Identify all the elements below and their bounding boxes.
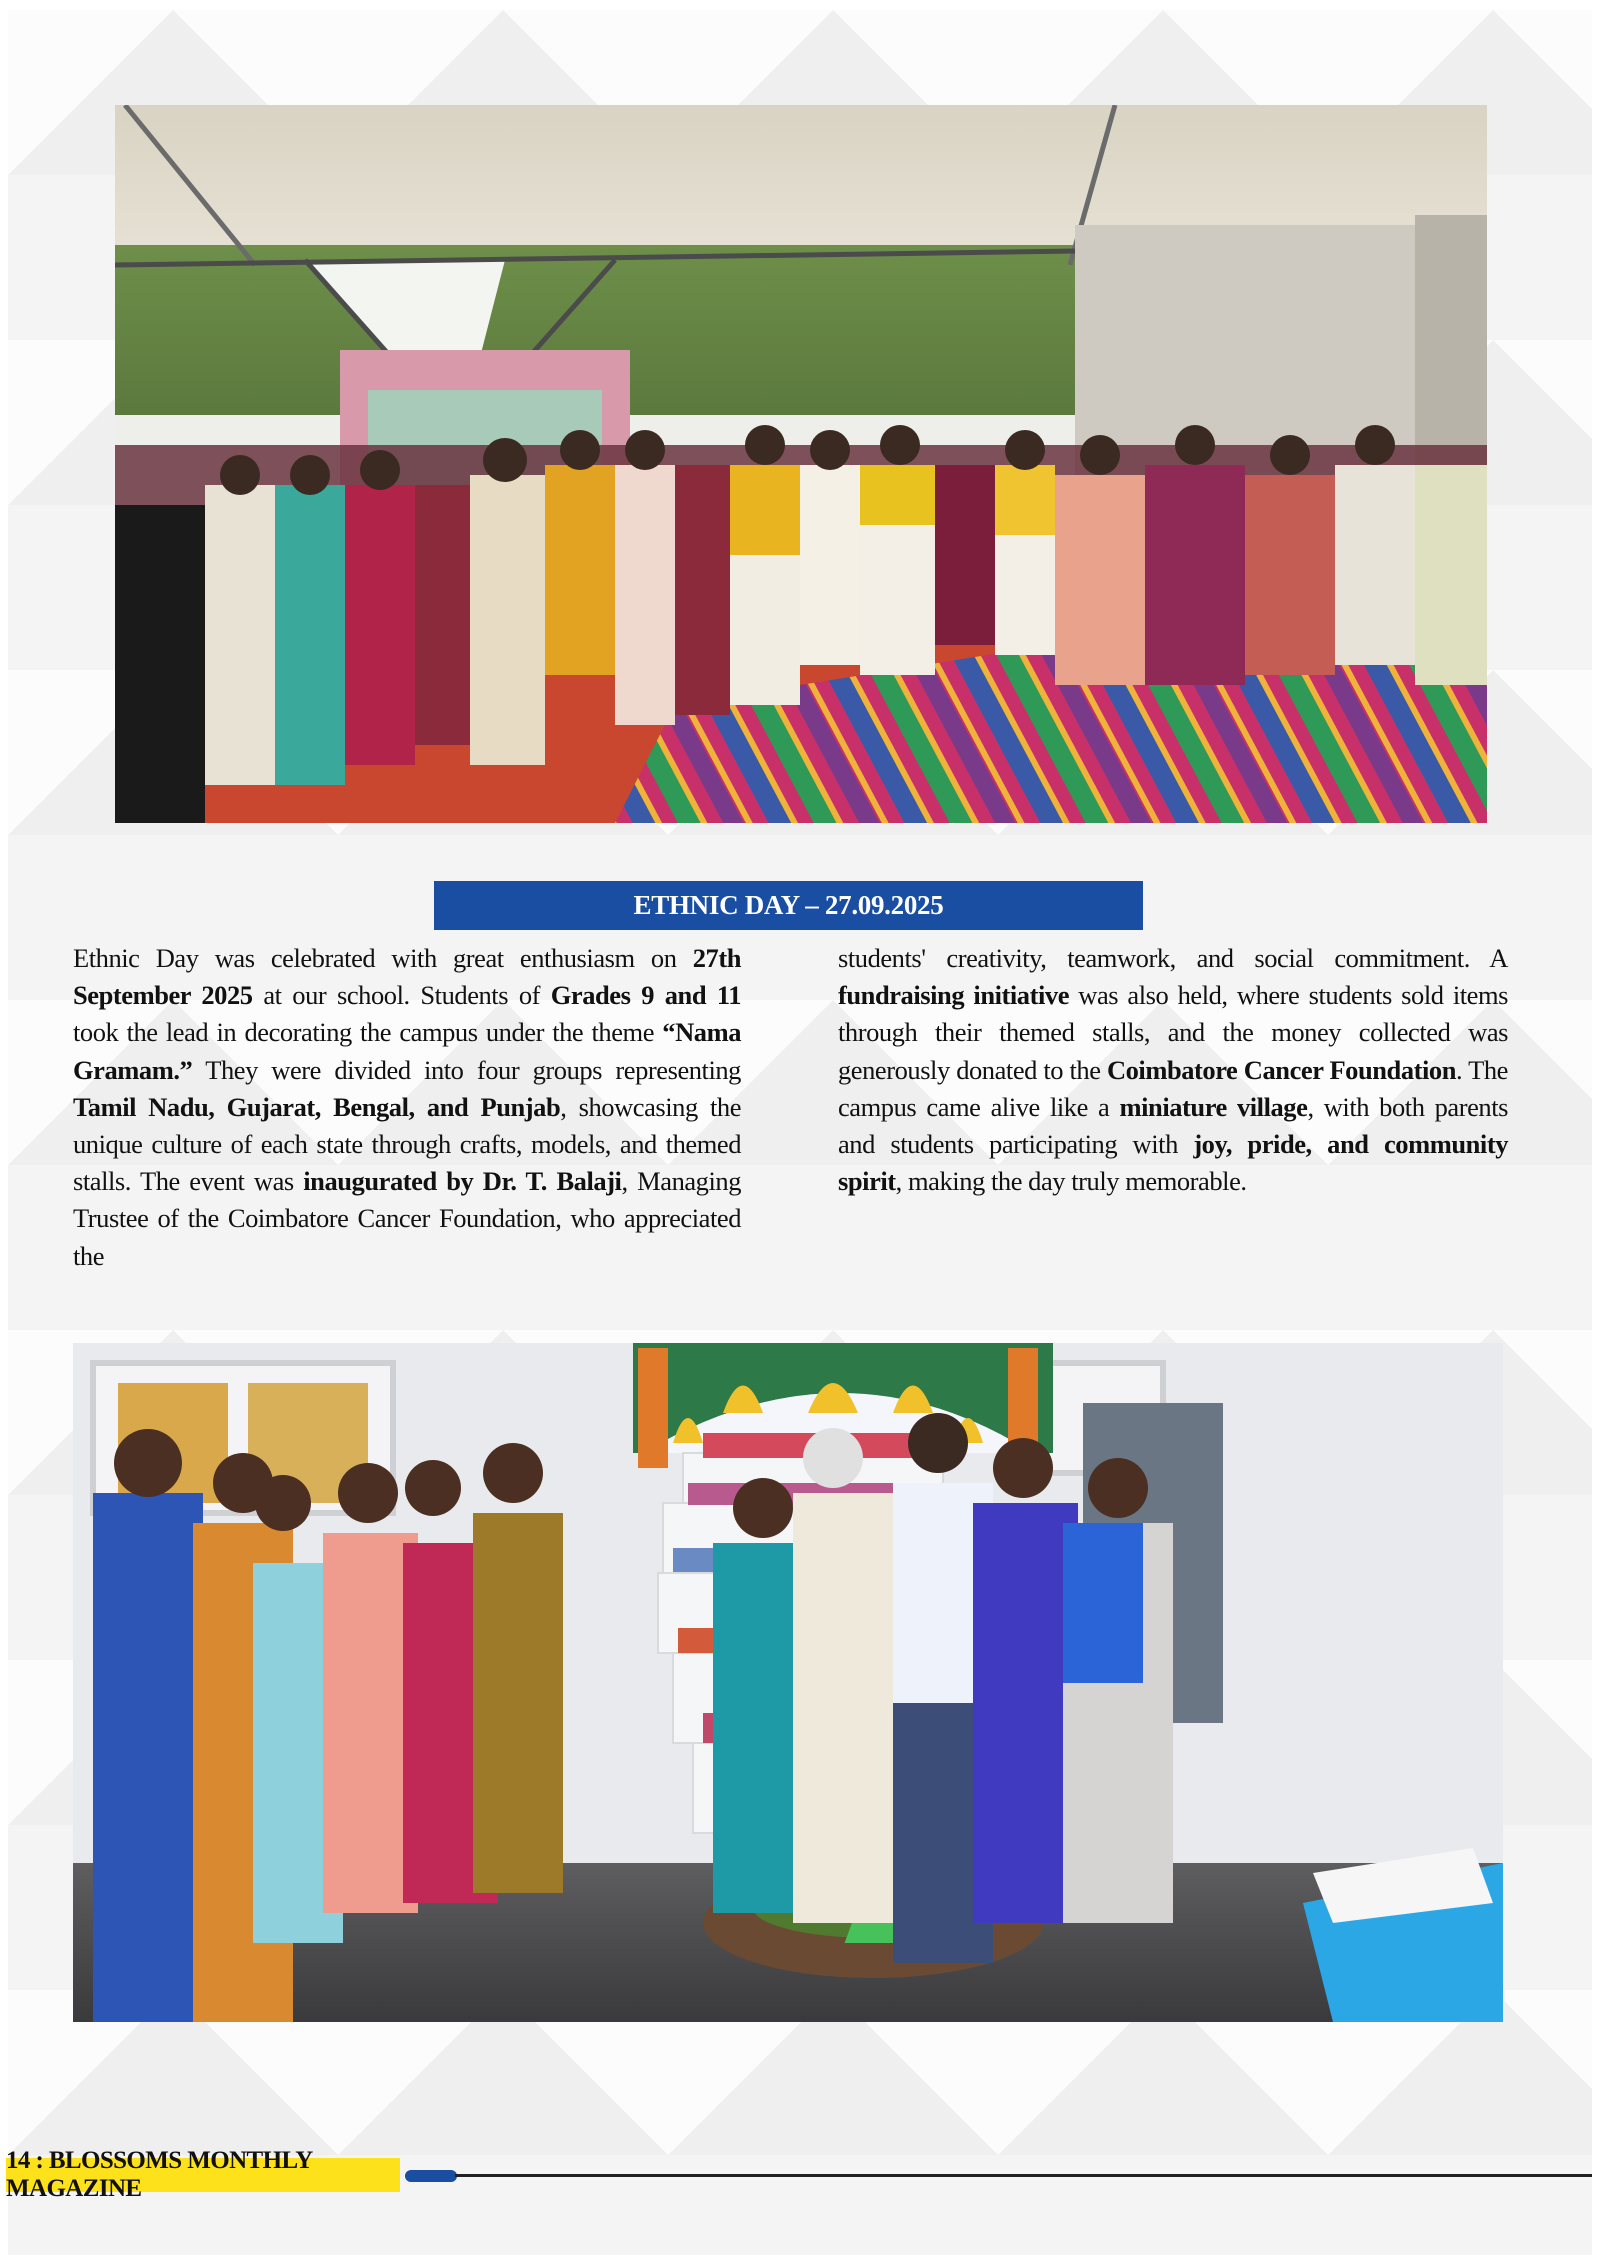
article-text: at our school. Students of bbox=[252, 980, 551, 1011]
footer-accent-pill bbox=[405, 2170, 457, 2182]
photo-golu-display-group bbox=[73, 1343, 1503, 2022]
article-column-right bbox=[838, 940, 1508, 1200]
article-text: students' creativity, teamwork, and social commitment. A bbox=[838, 943, 1508, 973]
article-column-left bbox=[73, 940, 741, 1275]
article-emphasis: Coimbatore Cancer Foundation bbox=[1106, 1054, 1457, 1085]
article-text: . The campus came alive like a bbox=[838, 1054, 1508, 1122]
article-emphasis: inaugurated by Dr. T. Balaji bbox=[303, 1166, 622, 1197]
footer-divider-line bbox=[455, 2174, 1592, 2177]
photo-ethnic-day-dance bbox=[115, 105, 1487, 823]
article-emphasis: joy, pride, and community spirit bbox=[838, 1129, 1508, 1197]
article-emphasis: “Nama Gramam.” bbox=[73, 1017, 741, 1085]
group-photo-illustration bbox=[73, 1343, 1503, 2022]
section-heading-ethnic-day bbox=[434, 881, 1143, 930]
article-text: Ethnic Day was celebrated with great enthusiasm on bbox=[73, 943, 693, 973]
article-emphasis: fundraising initiative bbox=[838, 980, 1070, 1011]
article-emphasis: miniature village bbox=[1119, 1091, 1308, 1122]
article-text: They were divided into four groups representing bbox=[192, 1054, 741, 1085]
article-emphasis: Grades 9 and 11 bbox=[550, 980, 741, 1011]
article-emphasis: 27th September 2025 bbox=[73, 943, 741, 1011]
footer-label-text: 14 : BLOSSOMS MONTHLY MAGAZINE bbox=[6, 2147, 312, 2202]
section-heading-text: ETHNIC DAY – 27.09.2025 bbox=[633, 890, 944, 920]
article-emphasis: Tamil Nadu, Gujarat, Bengal, and Punjab bbox=[73, 1091, 561, 1122]
article-text: was also held, where students sold items through their themed stalls, and the money collected was generously donated to the bbox=[838, 980, 1509, 1085]
article-text: , with both parents and students participating with bbox=[838, 1091, 1508, 1160]
article-text: , making the day truly memorable. bbox=[895, 1166, 1247, 1197]
article-text: , Managing Trustee of the Coimbatore Cancer Foundation, who appreciated the bbox=[73, 1166, 741, 1271]
article-text: took the lead in decorating the campus under the theme bbox=[73, 1017, 663, 1048]
footer-page-label bbox=[6, 2147, 400, 2202]
dance-photo-illustration bbox=[115, 105, 1487, 823]
article-text: , showcasing the unique culture of each state through crafts, models, and themed stalls. The event was bbox=[73, 1091, 742, 1197]
